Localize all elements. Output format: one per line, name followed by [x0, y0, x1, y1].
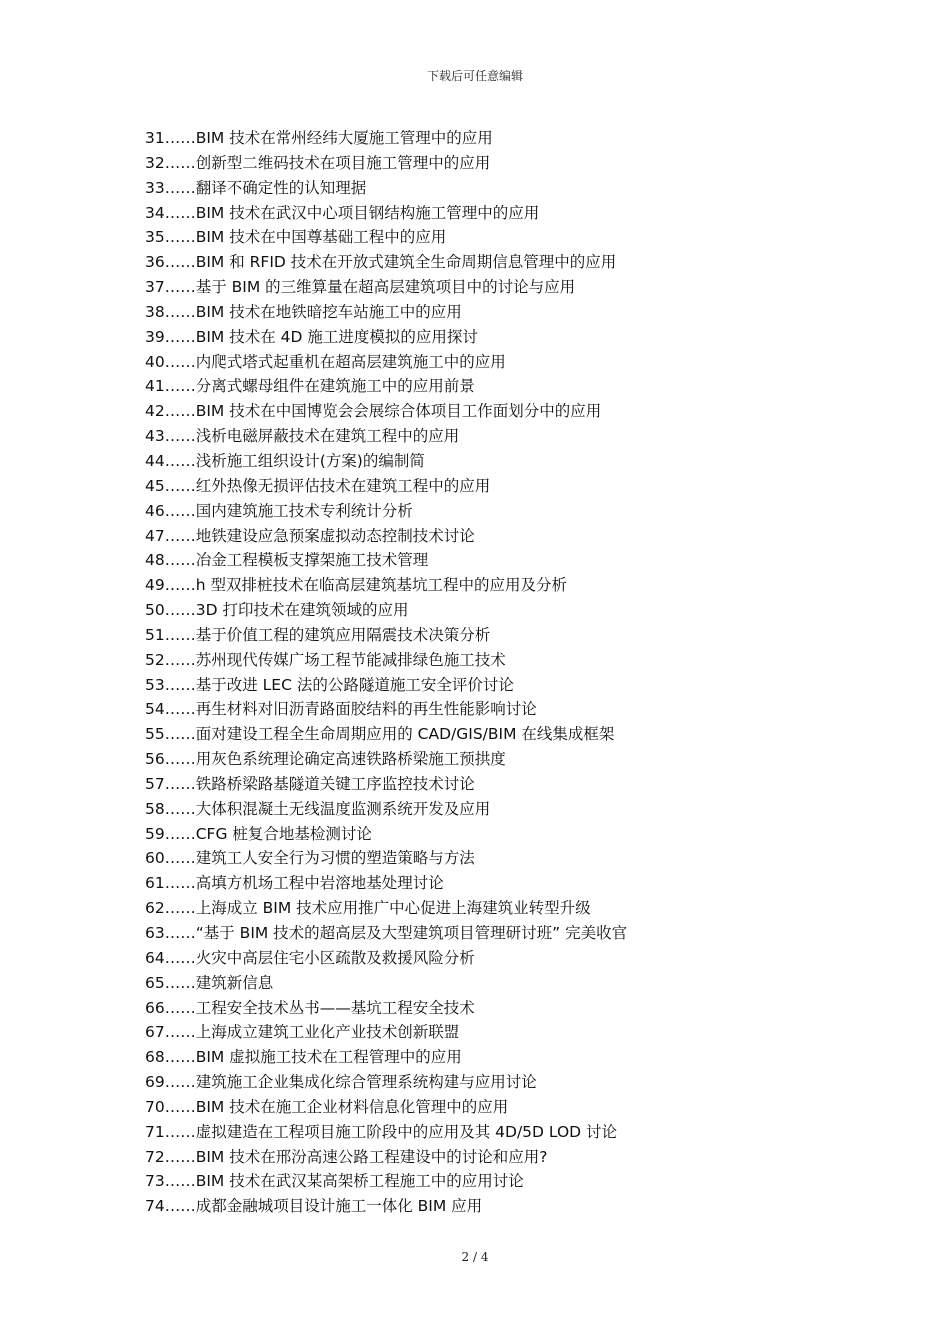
toc-entry: 36……BIM 和 RFID 技术在开放式建筑全生命周期信息管理中的应用 [145, 253, 617, 272]
page-header: 下载后可任意编辑 [426, 69, 523, 83]
toc-entry: 65……建筑新信息 [145, 973, 274, 992]
toc-entry: 39……BIM 技术在 4D 施工进度模拟的应用探讨 [145, 327, 478, 346]
toc-entry: 43……浅析电磁屏蔽技术在建筑工程中的应用 [145, 427, 460, 446]
toc-entry: 52……苏州现代传媒广场工程节能减排绿色施工技术 [145, 650, 506, 669]
toc-entry: 45……红外热像无损评估技术在建筑工程中的应用 [145, 476, 491, 495]
toc-entry: 67……上海成立建筑工业化产业技术创新联盟 [145, 1023, 460, 1042]
toc-entry: 63……“基于 BIM 技术的超高层及大型建筑项目管理研讨班” 完美收官 [145, 924, 628, 942]
toc-entry: 74……成都金融城项目设计施工一体化 BIM 应用 [145, 1197, 483, 1216]
toc-entry: 58……大体积混凝土无线温度监测系统开发及应用 [145, 799, 491, 818]
toc-entry: 61……高填方机场工程中岩溶地基处理讨论 [145, 874, 444, 893]
toc-entry: 40……内爬式塔式起重机在超高层建筑施工中的应用 [145, 352, 506, 371]
toc-entry: 73……BIM 技术在武汉某高架桥工程施工中的应用讨论 [145, 1172, 524, 1191]
page-number: 2 / 4 [461, 1250, 489, 1264]
toc-entry: 66……工程安全技术丛书——基坑工程安全技术 [145, 998, 475, 1017]
toc-entry: 56……用灰色系统理论确定高速铁路桥梁施工预拱度 [145, 750, 506, 769]
toc-entry: 62……上海成立 BIM 技术应用推广中心促进上海建筑业转型升级 [145, 899, 591, 918]
toc-entry: 46……国内建筑施工技术专利统计分析 [145, 501, 413, 520]
toc-entry: 50……3D 打印技术在建筑领域的应用 [145, 601, 409, 620]
toc-entry: 59……CFG 桩复合地基检测讨论 [145, 824, 372, 843]
toc-entry: 37……基于 BIM 的三维算量在超高层建筑项目中的讨论与应用 [145, 278, 576, 297]
toc-entry: 72……BIM 技术在邢汾高速公路工程建设中的讨论和应用? [145, 1147, 548, 1166]
toc-entry: 42……BIM 技术在中国博览会会展综合体项目工作面划分中的应用 [145, 402, 602, 421]
toc-entry: 41……分离式螺母组件在建筑施工中的应用前景 [145, 377, 475, 396]
toc-entry: 48……冶金工程模板支撑架施工技术管理 [145, 551, 429, 570]
toc-entry: 38……BIM 技术在地铁暗挖车站施工中的应用 [145, 302, 462, 321]
toc-entry: 49……h 型双排桩技术在临高层建筑基坑工程中的应用及分析 [145, 576, 567, 595]
toc-entry: 71……虚拟建造在工程项目施工阶段中的应用及其 4D/5D LOD 讨论 [145, 1122, 618, 1141]
toc-entry: 70……BIM 技术在施工企业材料信息化管理中的应用 [145, 1097, 509, 1116]
toc-entry: 51……基于价值工程的建筑应用隔震技术决策分析 [145, 625, 491, 644]
toc-entry: 69……建筑施工企业集成化综合管理系统构建与应用讨论 [145, 1073, 537, 1092]
toc-entry: 35……BIM 技术在中国尊基础工程中的应用 [145, 228, 447, 247]
toc-entry: 57……铁路桥梁路基隧道关键工序监控技术讨论 [145, 774, 475, 793]
toc-entry: 54……再生材料对旧沥青路面胶结料的再生性能影响讨论 [145, 700, 537, 719]
toc-entry: 31……BIM 技术在常州经纬大厦施工管理中的应用 [145, 129, 493, 147]
toc-entry: 64……火灾中高层住宅小区疏散及救援风险分析 [145, 948, 475, 967]
toc-entry: 55……面对建设工程全生命周期应用的 CAD/GIS/BIM 在线集成框架 [145, 725, 615, 744]
toc-entry: 68……BIM 虚拟施工技术在工程管理中的应用 [145, 1048, 462, 1067]
toc-entry: 32……创新型二维码技术在项目施工管理中的应用 [145, 153, 491, 172]
toc-entry: 44……浅析施工组织设计(方案)的编制简 [145, 451, 425, 470]
toc-entry: 33……翻译不确定性的认知理据 [145, 178, 367, 197]
toc-entry: 53……基于改进 LEC 法的公路隧道施工安全评价讨论 [145, 675, 514, 694]
toc-entry: 60……建筑工人安全行为习惯的塑造策略与方法 [145, 849, 475, 868]
toc-entry: 34……BIM 技术在武汉中心项目钢结构施工管理中的应用 [145, 203, 540, 222]
table-of-contents [145, 126, 845, 1219]
toc-entry: 47……地铁建设应急预案虚拟动态控制技术讨论 [145, 526, 475, 545]
